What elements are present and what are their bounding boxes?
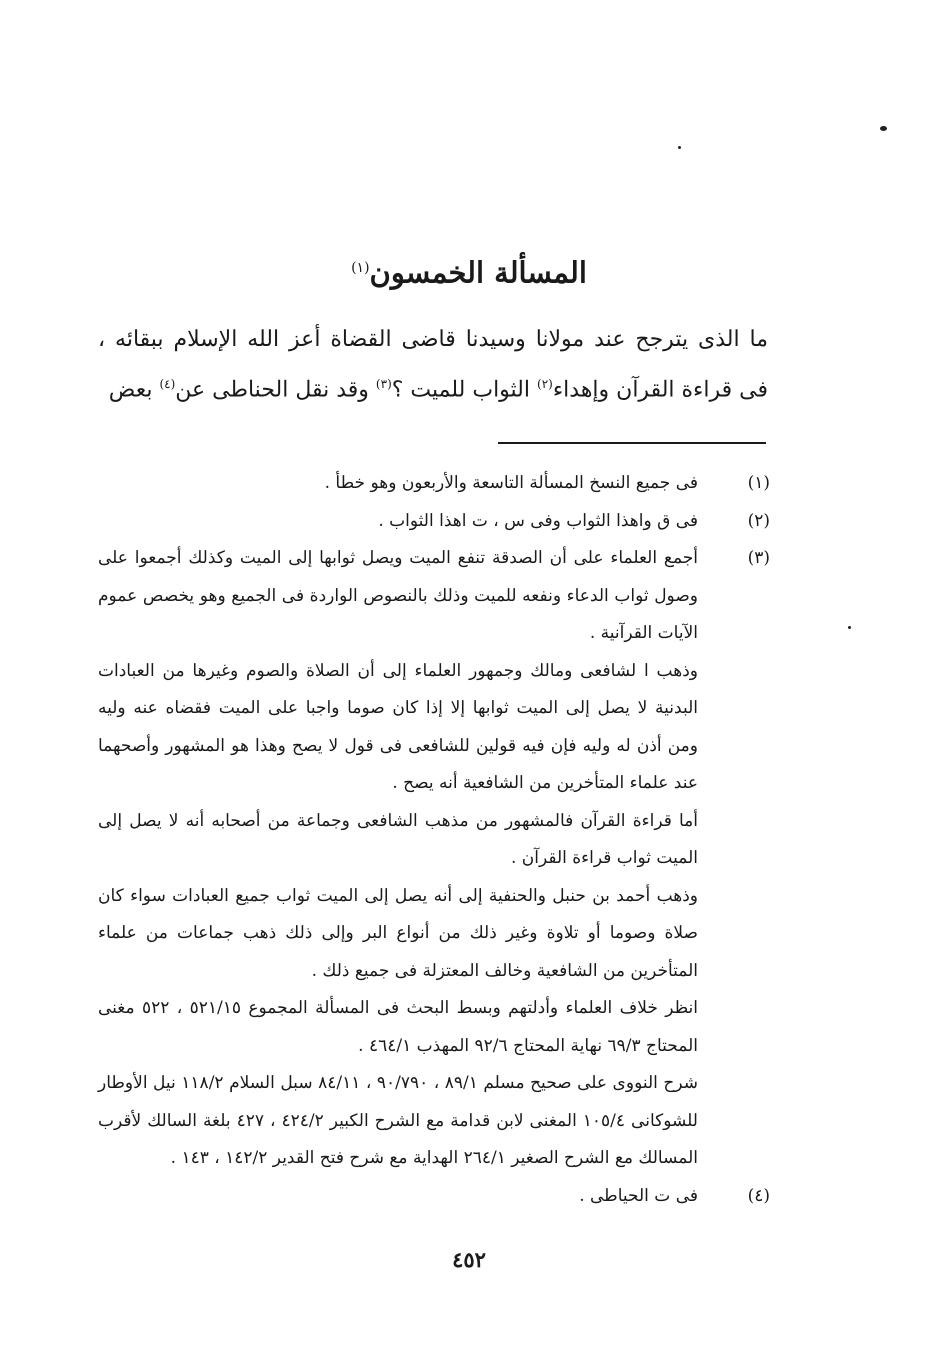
footnote <box>98 1178 770 1216</box>
footnote-paragraph: وذهب أحمد بن حنبل والحنفية إلى أنه يصل إلى الميت ثواب جميع العبادات سواء كان صلاة وصوما أو تلاوة وغير ذلك من أنواع البر وإلى ذلك ذهب جماعات من علماء المتأخرين من الشافعية وخالف المعتزلة فى جميع ذلك . <box>98 885 698 981</box>
footnote-text <box>98 1178 698 1216</box>
title-note-ref: (١) <box>351 260 370 276</box>
page-title <box>0 248 938 293</box>
footnote-paragraph: أما قراءة القرآن فالمشهور من مذهب الشافعى وجماعة من أصحابه أنه لا يصل إلى الميت ثواب قراءة القرآن . <box>98 810 698 868</box>
body-part-1: ما الذى يترجح عند مولانا وسيدنا قاضى القضاة أعز الله الإسلام ببقائه ، فى قراءة القرآن وإهداء <box>98 327 768 403</box>
footnote <box>98 540 770 1178</box>
ink-speck <box>678 146 681 149</box>
footnotes <box>98 465 770 1215</box>
footnote-paragraph: وذهب ا لشافعى ومالك وجمهور العلماء إلى أن الصلاة والصوم وغيرها من العبادات البدنية لا يصل إلى الميت ثوابها إلا إذا كان صوما واجبا على الميت فقضاه عنه وليه ومن أذن له وليه فإن فيه قولين للشافعى فى قول لا يصح وهذا هو المشهور وأصحهما عند علماء المتأخرين من الشافعية أنه يصح . <box>98 660 698 793</box>
page-number: ٤٥٢ <box>452 1247 486 1272</box>
main-paragraph <box>98 318 768 412</box>
footnote-number: (٢) <box>747 510 770 531</box>
body-part-2: الثواب للميت ؟ <box>391 377 537 403</box>
title-text: المسألة الخمسون <box>369 255 587 290</box>
note-ref-4: (٤) <box>159 377 176 391</box>
footnote-paragraph: فى جميع النسخ المسألة التاسعة والأربعون وهو خطأ . <box>324 473 698 493</box>
footnote-number: (٤) <box>747 1185 770 1206</box>
footnote-number: (١) <box>747 473 770 493</box>
footnote-paragraph: أجمع العلماء على أن الصدقة تنفع الميت ويصل ثوابها إلى الميت وكذلك أجمعوا على وصول ثواب الدعاء ونفعه للميت وذلك بالنصوص الواردة فى الجميع وهو يخصص عموم الآيات القرآنية . <box>98 548 698 643</box>
body-part-3: وقد نقل الحناطى عن <box>175 377 376 403</box>
footnote-text <box>98 503 698 541</box>
ink-speck <box>880 126 887 131</box>
body-part-4: بعض <box>108 377 160 403</box>
ink-speck <box>848 626 851 629</box>
footnote <box>98 465 770 503</box>
footnote-text <box>98 540 698 1178</box>
footnote-paragraph: انظر خلاف العلماء وأدلتهم وبسط البحث فى المسألة المجموع ٥٢١/١٥ ، ٥٢٢ مغنى المحتاج ٦٩/٣ نهاية المحتاج ٩٢/٦ المهذب ٤٦٤/١ . <box>98 998 698 1056</box>
footnote <box>98 503 770 541</box>
footnote-number: (٣) <box>747 548 770 568</box>
footnote-separator <box>498 442 766 444</box>
footnote-paragraph: فى ت الحياطى . <box>579 1185 698 1206</box>
footnote-text <box>98 465 698 503</box>
note-ref-2: (٢) <box>537 377 553 391</box>
footnote-paragraph: فى ق واهذا الثواب وفى س ، ت اهذا الثواب . <box>378 510 698 531</box>
footnote-paragraph: شرح النووى على صحيح مسلم ٨٩/١ ، ٩٠/٧٩٠ ، ٨٤/١١ سبل السلام ١١٨/٢ نيل الأوطار للشوكانى ١٠٥/٤ المغنى لابن قدامة مع الشرح الكبير ٤٢٤/٢ ، ٤٢٧ بلغة السالك لأقرب المسالك مع الشرح الصغير ٢٦٤/١ الهداية مع شرح فتح القدير ١٤٢/٢ ، ١٤٣ . <box>98 1073 698 1168</box>
note-ref-3: (٣) <box>375 377 392 391</box>
